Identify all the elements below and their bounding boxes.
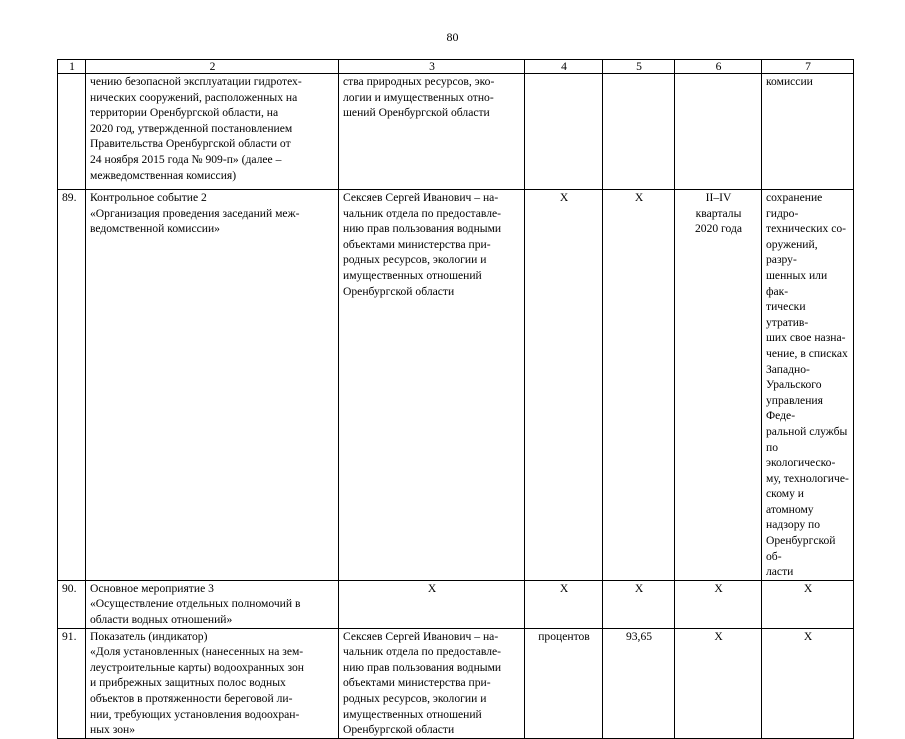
result-cell: комиссии	[762, 74, 854, 190]
column-number: 3	[339, 60, 525, 74]
responsible-cell: Сексяев Сергей Иванович – на- чальник отдела по предоставле- нию прав пользования водными объектами министерства при- родных ресурсов, экологии и имущественных отношений Оренбургской области	[339, 190, 525, 581]
responsible-cell: Х	[339, 580, 525, 628]
row-number-cell: 91.	[58, 628, 86, 738]
responsible-cell: Сексяев Сергей Иванович – на- чальник отдела по предоставле- нию прав пользования водными объектами министерства при- родных ресурсов, экологии и имущественных отношений Оренбургской области	[339, 628, 525, 738]
value-cell: 93,65	[603, 628, 675, 738]
result-cell: Х	[762, 580, 854, 628]
period-cell: Х	[675, 580, 762, 628]
column-number: 1	[58, 60, 86, 74]
period-cell	[675, 74, 762, 190]
table-row-89	[58, 190, 854, 581]
table-row-90	[58, 580, 854, 628]
value-cell: Х	[603, 190, 675, 581]
unit-cell	[525, 74, 603, 190]
value-cell	[603, 74, 675, 190]
table-row-continuation	[58, 74, 854, 190]
column-number-row	[58, 60, 854, 74]
table-row-91	[58, 628, 854, 738]
program-table	[57, 59, 854, 739]
unit-cell: процентов	[525, 628, 603, 738]
description-cell: Основное мероприятие 3 «Осуществление отдельных полномочий в области водных отношений»	[86, 580, 339, 628]
row-number-cell: 89.	[58, 190, 86, 581]
unit-cell: Х	[525, 580, 603, 628]
page-number: 80	[446, 30, 459, 44]
column-number: 6	[675, 60, 762, 74]
value-cell: Х	[603, 580, 675, 628]
column-number: 7	[762, 60, 854, 74]
description-cell: чению безопасной эксплуатации гидротех- нических сооружений, расположенных на территории Оренбургской области, на 2020 год, утвержденной постановлением Правительства Оренбургской области от 24 ноября 2015 года № 909-п» (далее – межведомственная комиссия)	[86, 74, 339, 190]
result-cell: Х	[762, 628, 854, 738]
column-number: 5	[603, 60, 675, 74]
result-cell: сохранение гидро- технических со- оружений, разру- шенных или фак- тически утратив- ших свое назна- чение, в списках Западно- Уральского управления Феде- ральной службы по экологическо- му, технологиче- скому и атомному надзору по Оренбургской об- ласти	[762, 190, 854, 581]
period-cell: II–IV кварталы 2020 года	[675, 190, 762, 581]
period-cell: Х	[675, 628, 762, 738]
description-cell: Контрольное событие 2 «Организация проведения заседаний меж- ведомственной комиссии»	[86, 190, 339, 581]
row-number-cell: 90.	[58, 580, 86, 628]
column-number: 2	[86, 60, 339, 74]
row-number-cell	[58, 74, 86, 190]
responsible-cell: ства природных ресурсов, эко- логии и имущественных отно- шений Оренбургской области	[339, 74, 525, 190]
unit-cell: Х	[525, 190, 603, 581]
column-number: 4	[525, 60, 603, 74]
description-cell: Показатель (индикатор) «Доля установленных (нанесенных на зем- леустроительные карты) водоохранных зон и прибрежных защитных полос водных объектов в протяженности береговой ли- нии, требующих установления водоохран- ных зон»	[86, 628, 339, 738]
